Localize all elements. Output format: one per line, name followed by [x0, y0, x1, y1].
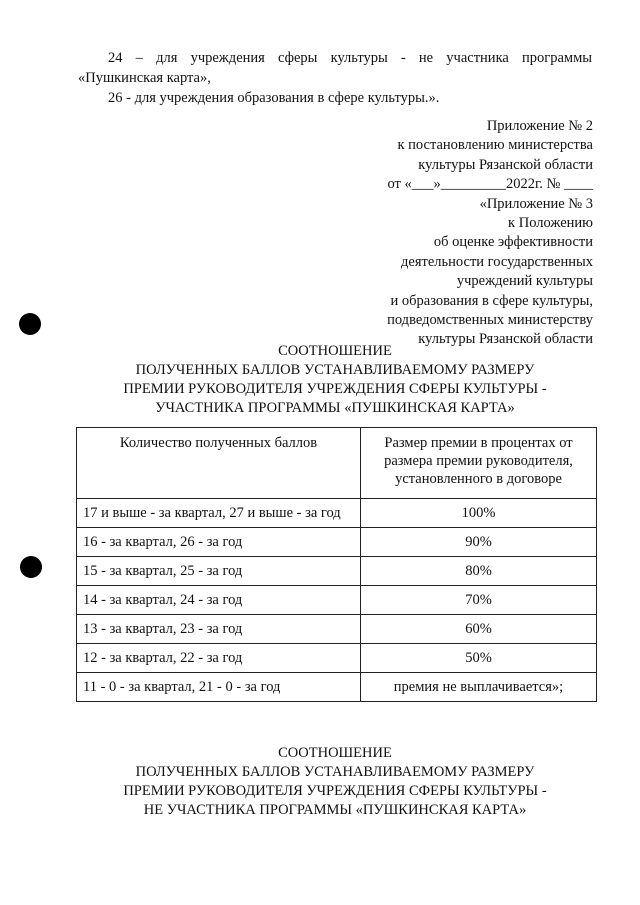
intro-paragraph [78, 48, 592, 108]
title-line: ПРЕМИИ РУКОВОДИТЕЛЯ УЧРЕЖДЕНИЯ СФЕРЫ КУЛЬТУРЫ - [123, 783, 547, 799]
cell-bonus: премия не выплачивается»; [361, 673, 597, 702]
appendix-line: культуры Рязанской области [418, 156, 593, 173]
intro-line: 24 – для учреждения сферы культуры - не участника программы [108, 50, 592, 66]
cell-bonus: 50% [361, 644, 597, 673]
cell-points: 11 - 0 - за квартал, 21 - 0 - за год [77, 673, 361, 702]
title-line: НЕ УЧАСТНИКА ПРОГРАММЫ «ПУШКИНСКАЯ КАРТА» [143, 802, 527, 818]
punch-hole [20, 556, 42, 578]
appendix-line: подведомственных министерству [387, 312, 593, 329]
cell-bonus: 70% [361, 586, 597, 615]
header-points: Количество полученных баллов [77, 428, 361, 499]
title-line: ПОЛУЧЕННЫХ БАЛЛОВ УСТАНАВЛИВАЕМОМУ РАЗМЕРУ [135, 362, 535, 378]
table-row [77, 586, 597, 615]
appendix-line: и образования в сфере культуры, [390, 292, 593, 309]
table-row [77, 499, 597, 528]
header-bonus-percent: Размер премии в процентах от размера премии руководителя, установленного в договоре [361, 428, 597, 499]
table-row [77, 557, 597, 586]
appendix-line: об оценке эффективности [433, 234, 593, 251]
title-line: ПРЕМИИ РУКОВОДИТЕЛЯ УЧРЕЖДЕНИЯ СФЕРЫ КУЛЬТУРЫ - [123, 381, 547, 397]
table-row [77, 673, 597, 702]
appendix-line: Приложение № 2 [486, 118, 593, 134]
appendix-line: культуры Рязанской области [418, 331, 593, 348]
intro-line: 26 - для учреждения образования в сфере культуры.». [108, 90, 440, 106]
cell-points: 17 и выше - за квартал, 27 и выше - за год [77, 499, 361, 528]
appendix-line: «Приложение № 3 [479, 195, 593, 212]
cell-points: 14 - за квартал, 24 - за год [77, 586, 361, 615]
cell-bonus: 100% [361, 499, 597, 528]
appendix-line: к постановлению министерства [397, 137, 593, 154]
appendix-header [293, 117, 593, 350]
title-line: СООТНОШЕНИЕ [278, 745, 392, 761]
table-row [77, 615, 597, 644]
table-row [77, 528, 597, 557]
title-line: СООТНОШЕНИЕ [278, 343, 392, 359]
appendix-line: деятельности государственных [401, 253, 593, 270]
punch-hole [19, 313, 41, 335]
title-line: УЧАСТНИКА ПРОГРАММЫ «ПУШКИНСКАЯ КАРТА» [155, 400, 515, 416]
section-title-non-participant [78, 744, 592, 820]
table-row [77, 644, 597, 673]
cell-points: 12 - за квартал, 22 - за год [77, 644, 361, 673]
cell-points: 13 - за квартал, 23 - за год [77, 615, 361, 644]
appendix-line: учреждений культуры [456, 273, 593, 290]
cell-bonus: 90% [361, 528, 597, 557]
cell-bonus: 80% [361, 557, 597, 586]
score-bonus-table [76, 427, 597, 702]
title-line: ПОЛУЧЕННЫХ БАЛЛОВ УСТАНАВЛИВАЕМОМУ РАЗМЕРУ [135, 764, 535, 780]
intro-line: «Пушкинская карта», [78, 70, 211, 86]
table-header-row [77, 428, 597, 499]
appendix-line: к Положению [508, 215, 593, 232]
cell-points: 15 - за квартал, 25 - за год [77, 557, 361, 586]
cell-points: 16 - за квартал, 26 - за год [77, 528, 361, 557]
appendix-line: от «___»_________2022г. № ____ [387, 176, 593, 193]
cell-bonus: 60% [361, 615, 597, 644]
section-title-participant [78, 342, 592, 418]
